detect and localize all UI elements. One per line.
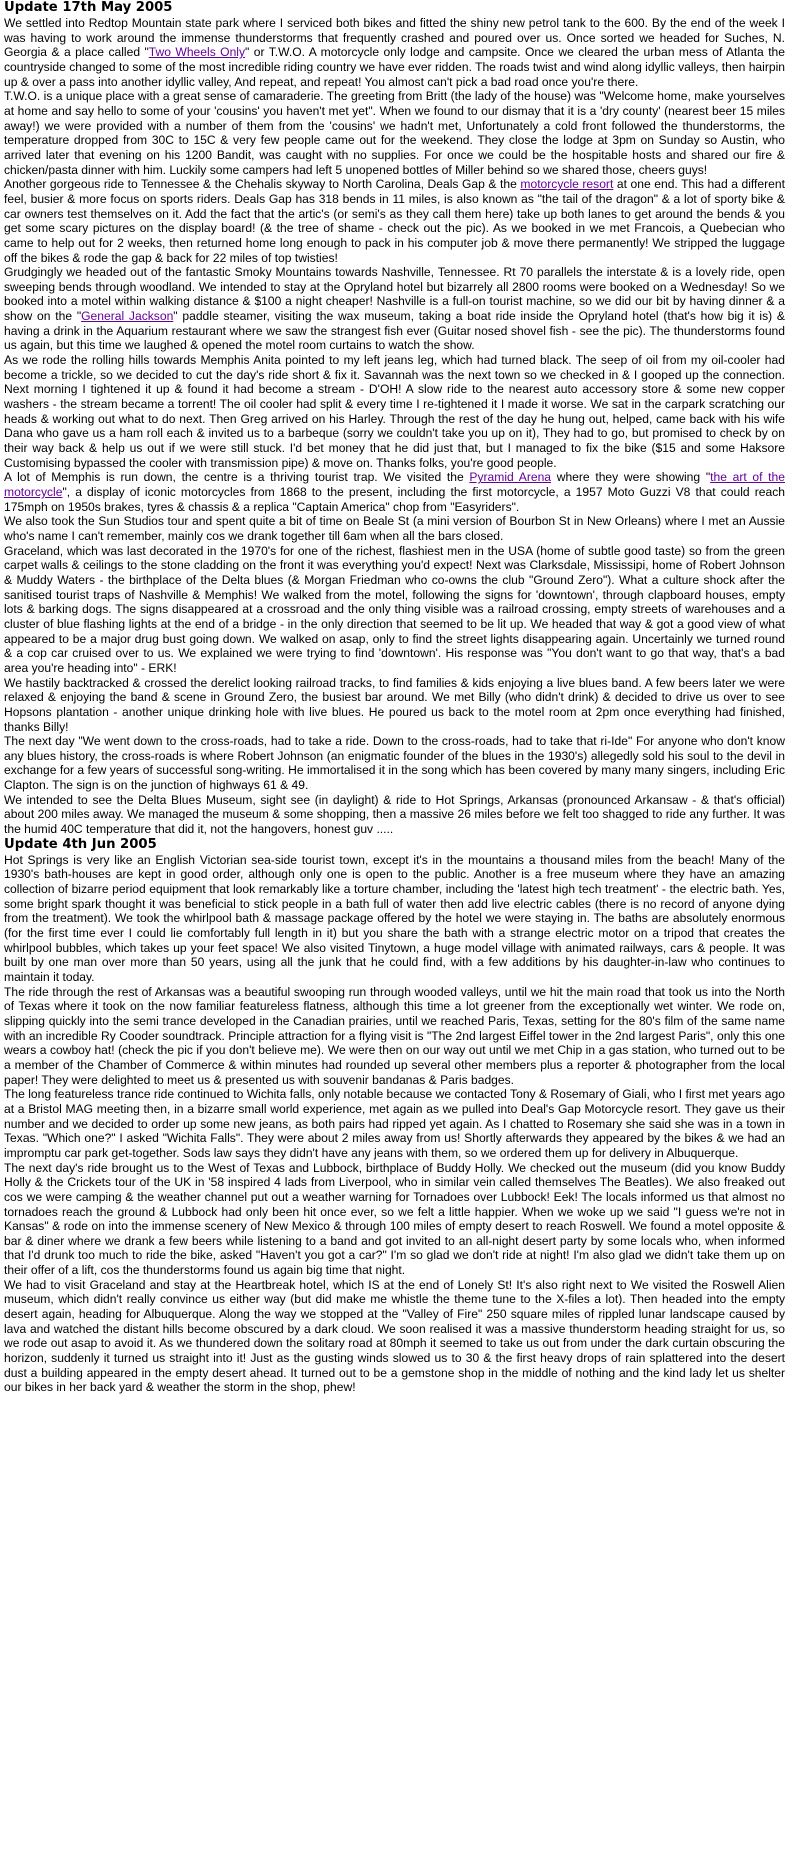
paragraph-text: ", a display of iconic motorcycles from 1868 to the present, including the first motorcycle, a 1957 Moto Guzzi V8 that could reach 175mph on 1950s brakes, tyres & chassis & a replica "Captain America" chop from "Easyriders". [4,485,785,514]
inline-link[interactable]: Pyramid Arena [469,470,552,485]
update-heading: Update 4th Jun 2005 [4,836,157,852]
paragraph-text: The ride through the rest of Arkansas was a beautiful swooping run through wooded valleys, until we hit the main road that took us into the North of Texas where it took on the now familiar featureless flatness, although this time a lot greener from the exceptionally wet winter. We rode on, slipping quickly into the semi trance developed in the Canadian prairies, until we reached Paris, Texas, setting for the 80's film of the same name with an incredible Ry Cooder soundtrack. Principle attraction for a flying visit is "The 2nd largest Eiffel tower in the 2nd largest Paris", only this one wears a cowboy hat! (check the pic if you don't believe me). We were then on our way out until we met Chip in a gas station, who turned out to be a member of the Chamber of Commerce & within minutes had rounded up several other members plus a reporter & photographer from the local paper! They were delighted to meet us & presented us with souvenir bandanas & Paris badges. [4,984,785,1087]
paragraph-text: " paddle steamer, visiting the wax museum, taking a boat ride inside the Opryland hotel (that's how big it is) & having a drink in the Aquarium restaurant where we saw the strangest fish ever (Guitar nosed shovel fish - see the pic). The thunderstorms found us again, but this time we laughed & opened the motel room curtains to watch the show. [4,309,785,353]
paragraph-text: We had to visit Graceland and stay at the Heartbreak hotel, which IS at the end of Lonely St! It's also right next to We visited the Roswell Alien museum, which didn't really convince us either way (but did make me whistle the theme tune to the X-files a lot). Then headed into the empty desert again, heading for Albuquerque. Along the way we stopped at the "Valley of Fire" 250 square miles of rippled lunar landscape caused by lava and watched the distant hills become obscured by a dark cloud. We soon realised it was a massive thunderstorm heading straight for us, so we rode out asap to avoid it. As we thundered down the solitary road at 80mph it seemed to take us out from under the dark curtain obscuring the horizon, suddenly it turned us straight into it! Just as the gusting winds slowed us to 30 & the first heavy drops of rain splattered into the desert dust a building appeared in the empty desert ahead. It turned out to be a gemstone shop in the middle of nothing and the kind lady let us shelter our bikes in her back yard & weather the storm in the shop, phew! [4,1277,785,1395]
paragraph-text: We settled into Redtop Mountain state park where I serviced both bikes and fitted the shiny new petrol tank to the 600. By the end of the week I was having to work around the immense thunderstorms that frequently crashed and poured over us. Once sorted we headed for Suches, N. Georgia & a place called " [4,16,785,60]
journal-content [4,0,785,1395]
inline-link[interactable]: Two Wheels Only [148,45,246,60]
journal-paragraph [4,16,785,89]
inline-link[interactable]: General Jackson [81,309,174,324]
paragraph-text: The long featureless trance ride continued to Wichita falls, only notable because we contacted Tony & Rosemary of Giali, who I first met years ago at a Bristol MAG meeting then, in a bizarre small world experience, met again as we pulled into Deal's Gap Motorcycle resort. They gave us their number and we decided to order up some new jeans, as both pairs had ripped yet again. As I chatted to Rosemary she said she was in a town in Texas. "Which one?" I asked "Wichita Falls". They were about 2 miles away from us! Shortly afterwards they appeared by the bikes & we had an impromptu car park get-together. Sods law says they didn't have any jeans with them, so we ordered them up for delivery in Albuquerque. [4,1087,785,1160]
journal-paragraph [4,1087,785,1160]
journal-paragraph [4,1161,785,1278]
paragraph-text: Graceland, which was last decorated in the 1970's for one of the richest, flashiest men in the USA (home of subtle good taste) so from the green carpet walls & ceilings to the stone cladding on the front it was everything you'd expect! Next was Clarksdale, Mississipi, home of Robert Johnson & Muddy Waters - the birthplace of the Delta blues (& Morgan Friedman who co-owns the club "Ground Zero"). What a culture shock after the sanitised tourist traps of Nashville & Memphis! We walked from the motel, following the signs for 'downtown', through clapboard houses, empty lots & barking dogs. The signs disappeared at a crossroad and the only thing visible was a railroad crossing, empty streets of warehouses and a cluster of blue flashing lights at the end of a bridge - in the only direction that seemed to be lit up. We headed that way & got a good view of what appeared to be a major drug bust going down. We walked on asap, only to find the street lights disappearing again. Uncertainly we turned round & a cop car cruised over to us. We explained we were trying to find 'downtown'. His response was "You don't want to go that way, that's a bad area you're heading into" - ERK! [4,543,785,675]
paragraph-text: Hot Springs is very like an English Victorian sea-side tourist town, except it's in the mountains a thousand miles from the beach! Many of the 1930's bath-houses are kept in good order, although only one is open to the public. Another is a free museum where they have an amazing collection of bizarre period equipment that look remarkably like a torture chamber, including the 'latest high tech treatment' - the electric bath. Yes, some bright spark thought it was beneficial to stick people in a bath full of water then add live electric cables (there is no record of anyone dying from the treatment). We took the whirlpool bath & massage package offered by the hotel we were staying in. The baths are absolutely enormous (for the first time ever I could lie comfortably full length in it) but you share the bath with a strange electric motor on a tripod that creates the whirlpool bubbles, which takes up your feet space! We also visited Tinytown, a huge model village with animated railways, cars & people. It was built by one man over more than 50 years, using all the junk that he could find, with a few additions by his daughter-in-law who continues to maintain it today. [4,852,785,984]
journal-paragraph [4,1278,785,1395]
journal-paragraph [4,470,785,514]
paragraph-text: at one end. This had a different feel, busier & more focus on sports riders. Deals Gap has 318 bends in 11 miles, is also known as "the tail of the dragon" & a lot of sporty bike & car owners test themselves on it. Add the fact that the artic's (or semi's as they call them here) take up both lanes to get around the bends & you get some scary pictures on the display board! (& the tree of shame - check out the pic). As we booked in we met Francois, a Quebecian who came to help out for 2 weeks, then returned home long enough to pack in his computer job & move there permanently! We stripped the luggage off the bikes & rode the gap & back for 22 miles of top twisties! [4,177,785,265]
paragraph-text: T.W.O. is a unique place with a great sense of camaraderie. The greeting from Britt (the lady of the house) was "Welcome home, make yourselves at home and say hello to some of your 'cousins' you haven't met yet". When we found to our dismay that it is a 'dry county' (nearest beer 15 miles away!) we were provided with a number of them from the 'cousins' we hadn't met, Unfortunately a cold front followed the thunderstorms, the temperature dropped from 30C to 15C & very few people came out for the weekend. They close the lodge at 3pm on Sunday so Austin, who arrived later that evening on his 1200 Bandit, was caught with no supplies. For once we could be the hospitable hosts and shared our fire & chicken/pasta dinner with him. Luckily some campers had left 5 unopened bottles of Miller behind so we shared those, cheers guys! [4,89,785,177]
journal-paragraph [4,265,785,353]
paragraph-text: We also took the Sun Studios tour and spent quite a bit of time on Beale St (a mini version of Bourbon St in New Orleans) where I met an Aussie who's name I can't remember, mainly cos we drank together till 6am when all the bars closed. [4,514,785,543]
inline-link[interactable]: the art of the motorcycle [4,470,785,499]
paragraph-text: A lot of Memphis is run down, the centre is a thriving tourist trap. We visited the [4,470,470,485]
journal-paragraph [4,353,785,470]
update-heading: Update 17th May 2005 [4,0,173,15]
journal-paragraph [4,544,785,676]
journal-paragraph [4,734,785,793]
paragraph-text: As we rode the rolling hills towards Memphis Anita pointed to my left jeans leg, which had turned black. The seep of oil from my oil-cooler had become a trickle, so we decided to cut the day's ride short & fix it. Savannah was the next town so we checked in & I gooped up the connection. Next morning I tightened it up & found it had become a stream - D'OH! A slow ride to the nearest auto accessory store & some new copper washers - the stream became a torrent! The oil cooler had split & every time I re-tightened it I made it worse. We sat in the carpark scratching our heads & working out what to do next. Then Greg arrived on his Harley. Through the rest of the day he hung out, helped, came back with his wife Dana who gave us a ham roll each & invited us to a barbeque (sorry we couldn't take you up on it), They had to go, but promised to check by on their way back & help us out if we were still stuck. I'd bet money that he did just that, but I managed to fix the bike ($15 and some Haksore Customising bypassed the cooler with transmission pipe) & move on. Thanks folks, you're good people. [4,353,785,470]
paragraph-text: Another gorgeous ride to Tennessee & the Chehalis skyway to North Carolina, Deals Gap & the [4,177,521,192]
journal-paragraph [4,89,785,177]
journal-paragraph [4,177,785,265]
paragraph-text: We hastily backtracked & crossed the derelict looking railroad tracks, to find families & kids enjoying a live blues band. A few beers later we were relaxed & enjoying the band & scene in Ground Zero, the busiest bar around. We met Billy (who didn't drink) & decided to drive us over to see Hopsons plantation - another unique drinking hole with live blues. He poured us back to the motel room at 2pm once everything had finished, thanks Billy! [4,675,785,734]
journal-paragraph [4,514,785,543]
paragraph-text: We intended to see the Delta Blues Museum, sight see (in daylight) & ride to Hot Springs, Arkansas (pronounced Arkansaw - & that's official) about 200 miles away. We managed the museum & some shopping, then a massive 26 miles before we felt too shagged to ride any further. It was the humid 40C temperature that did it, not the hangovers, honest guv ..... [4,792,785,837]
journal-paragraph [4,985,785,1088]
paragraph-text: The next day "We went down to the cross-roads, had to take a ride. Down to the cross-roads, had to take that ri-Ide" For anyone who don't know any blues history, the cross-roads is where Robert Johnson (an enigmatic founder of the blues in the 1930's) allegedly sold his soul to the devil in exchange for a few years of successful song-writing. He immortalised it in the song which has been covered by many many singers, including Eric Clapton. The sign is on the junction of highways 61 & 49. [4,734,785,793]
paragraph-text: " or T.W.O. A motorcycle only lodge and campsite. Once we cleared the urban mess of Atlanta the countryside changed to some of the most incredible riding country we have ever ridden. The roads twist and wind along idyllic valleys, then hairpin up & over a pass into another idyllic valley, And repeat, and repeat! You almost can't pick a bad road once you're there. [4,45,786,89]
journal-paragraph [4,676,785,735]
paragraph-text: The next day's ride brought us to the West of Texas and Lubbock, birthplace of Buddy Holly. We checked out the museum (did you know Buddy Holly & the Crickets tour of the UK in '58 inspired 4 lads from Liverpool, who in similar vein called themselves The Beatles). We also freaked out cos we were camping & the weather channel put out a weather warning for Tornadoes over Lubbock! Eek! The locals informed us that almost no tornadoes reach the ground & Lubbock had only been hit once ever, so we felt a little happier. When we woke up we said "I guess we're not in Kansas" & rode on into the immense scenery of New Mexico & through 100 miles of empty desert to reach Roswell. We found a motel opposite & bar & diner where we drank a few beers while listening to a band and got invited to an all-night desert party by some locals who, when informed that I'd drunk too much to ride the bike, asked "Haven't you got a car?" I'm so glad we don't ride at night! I'm also glad we didn't take them up on their offer of a lift, cos the thunderstorms found us again big time that night. [4,1160,785,1278]
paragraph-text: Grudgingly we headed out of the fantastic Smoky Mountains towards Nashville, Tennessee. Rt 70 parallels the interstate & is a lovely ride, open sweeping bends through woodland. We intended to stay at the Opryland hotel but bizarrely all 2800 rooms were booked on a Wednesday! So we booked into a motel within walking distance & $100 a night cheaper! Nashville is a full-on tourist machine, so we did our bit by having dinner & a show on the " [4,265,785,324]
paragraph-text: where they were showing " [551,470,711,485]
journal-paragraph [4,793,785,837]
journal-paragraph [4,853,785,985]
inline-link[interactable]: motorcycle resort [520,177,614,192]
